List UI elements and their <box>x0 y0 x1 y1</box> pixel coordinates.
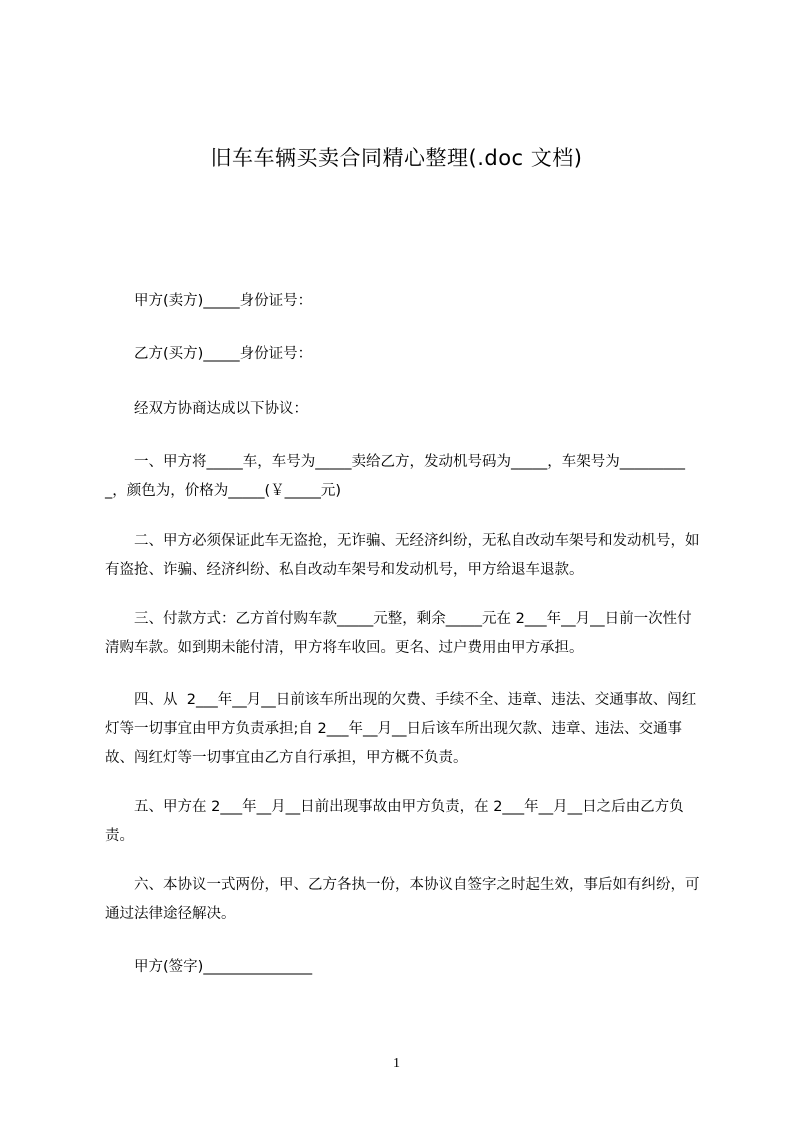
paragraph-clause-5: 五、甲方在 2___年__月__日前出现事故由甲方负责，在 2___年__月__日之后由乙方负责。 <box>105 799 684 844</box>
document-title: 旧车车辆买卖合同精心整理(.doc 文档) <box>210 146 583 170</box>
paragraph-buyer: 乙方(买方)_____身份证号： <box>134 346 313 362</box>
paragraph-clause-6: 六、本协议一式两份，甲、乙方各执一份，本协议自签字之时起生效，事后如有纠纷，可通过法律途径解决。 <box>105 877 700 922</box>
paragraph-clause-2: 二、甲方必须保证此车无盗抢，无诈骗、无经济纠纷，无私自改动车架号和发动机号，如有盗抢、诈骗、经济纠纷、私自改动车架号和发动机号，甲方给退车退款。 <box>105 533 700 578</box>
paragraph-clause-1: 一、甲方将_____车，车号为_____卖给乙方，发动机号码为_____，车架号为__________，颜色为，价格为_____(￥_____元) <box>105 454 685 499</box>
page-number: 1 <box>393 1056 400 1071</box>
paragraph-signature: 甲方(签字)_______________ <box>134 959 313 975</box>
paragraph-clause-3: 三、付款方式：乙方首付购车款_____元整，剩余_____元在 2___年__月__日前一次性付清购车款。如到期未能付清，甲方将车收回。更名、过户费用由甲方承担。 <box>105 611 692 656</box>
paragraph-clause-4: 四、从 2___年__月__日前该车所出现的欠费、手续不全、违章、违法、交通事故、闯红灯等一切事宜由甲方负责承担;自 2___年__月__日后该车所出现欠款、违章、违法、交通事故、闯红灯等一切事宜由乙方自行承担，甲方概不负责。 <box>105 692 697 766</box>
paragraph-agreement-intro: 经双方协商达成以下协议： <box>134 401 308 417</box>
paragraph-seller: 甲方(卖方)_____身份证号： <box>134 293 313 309</box>
